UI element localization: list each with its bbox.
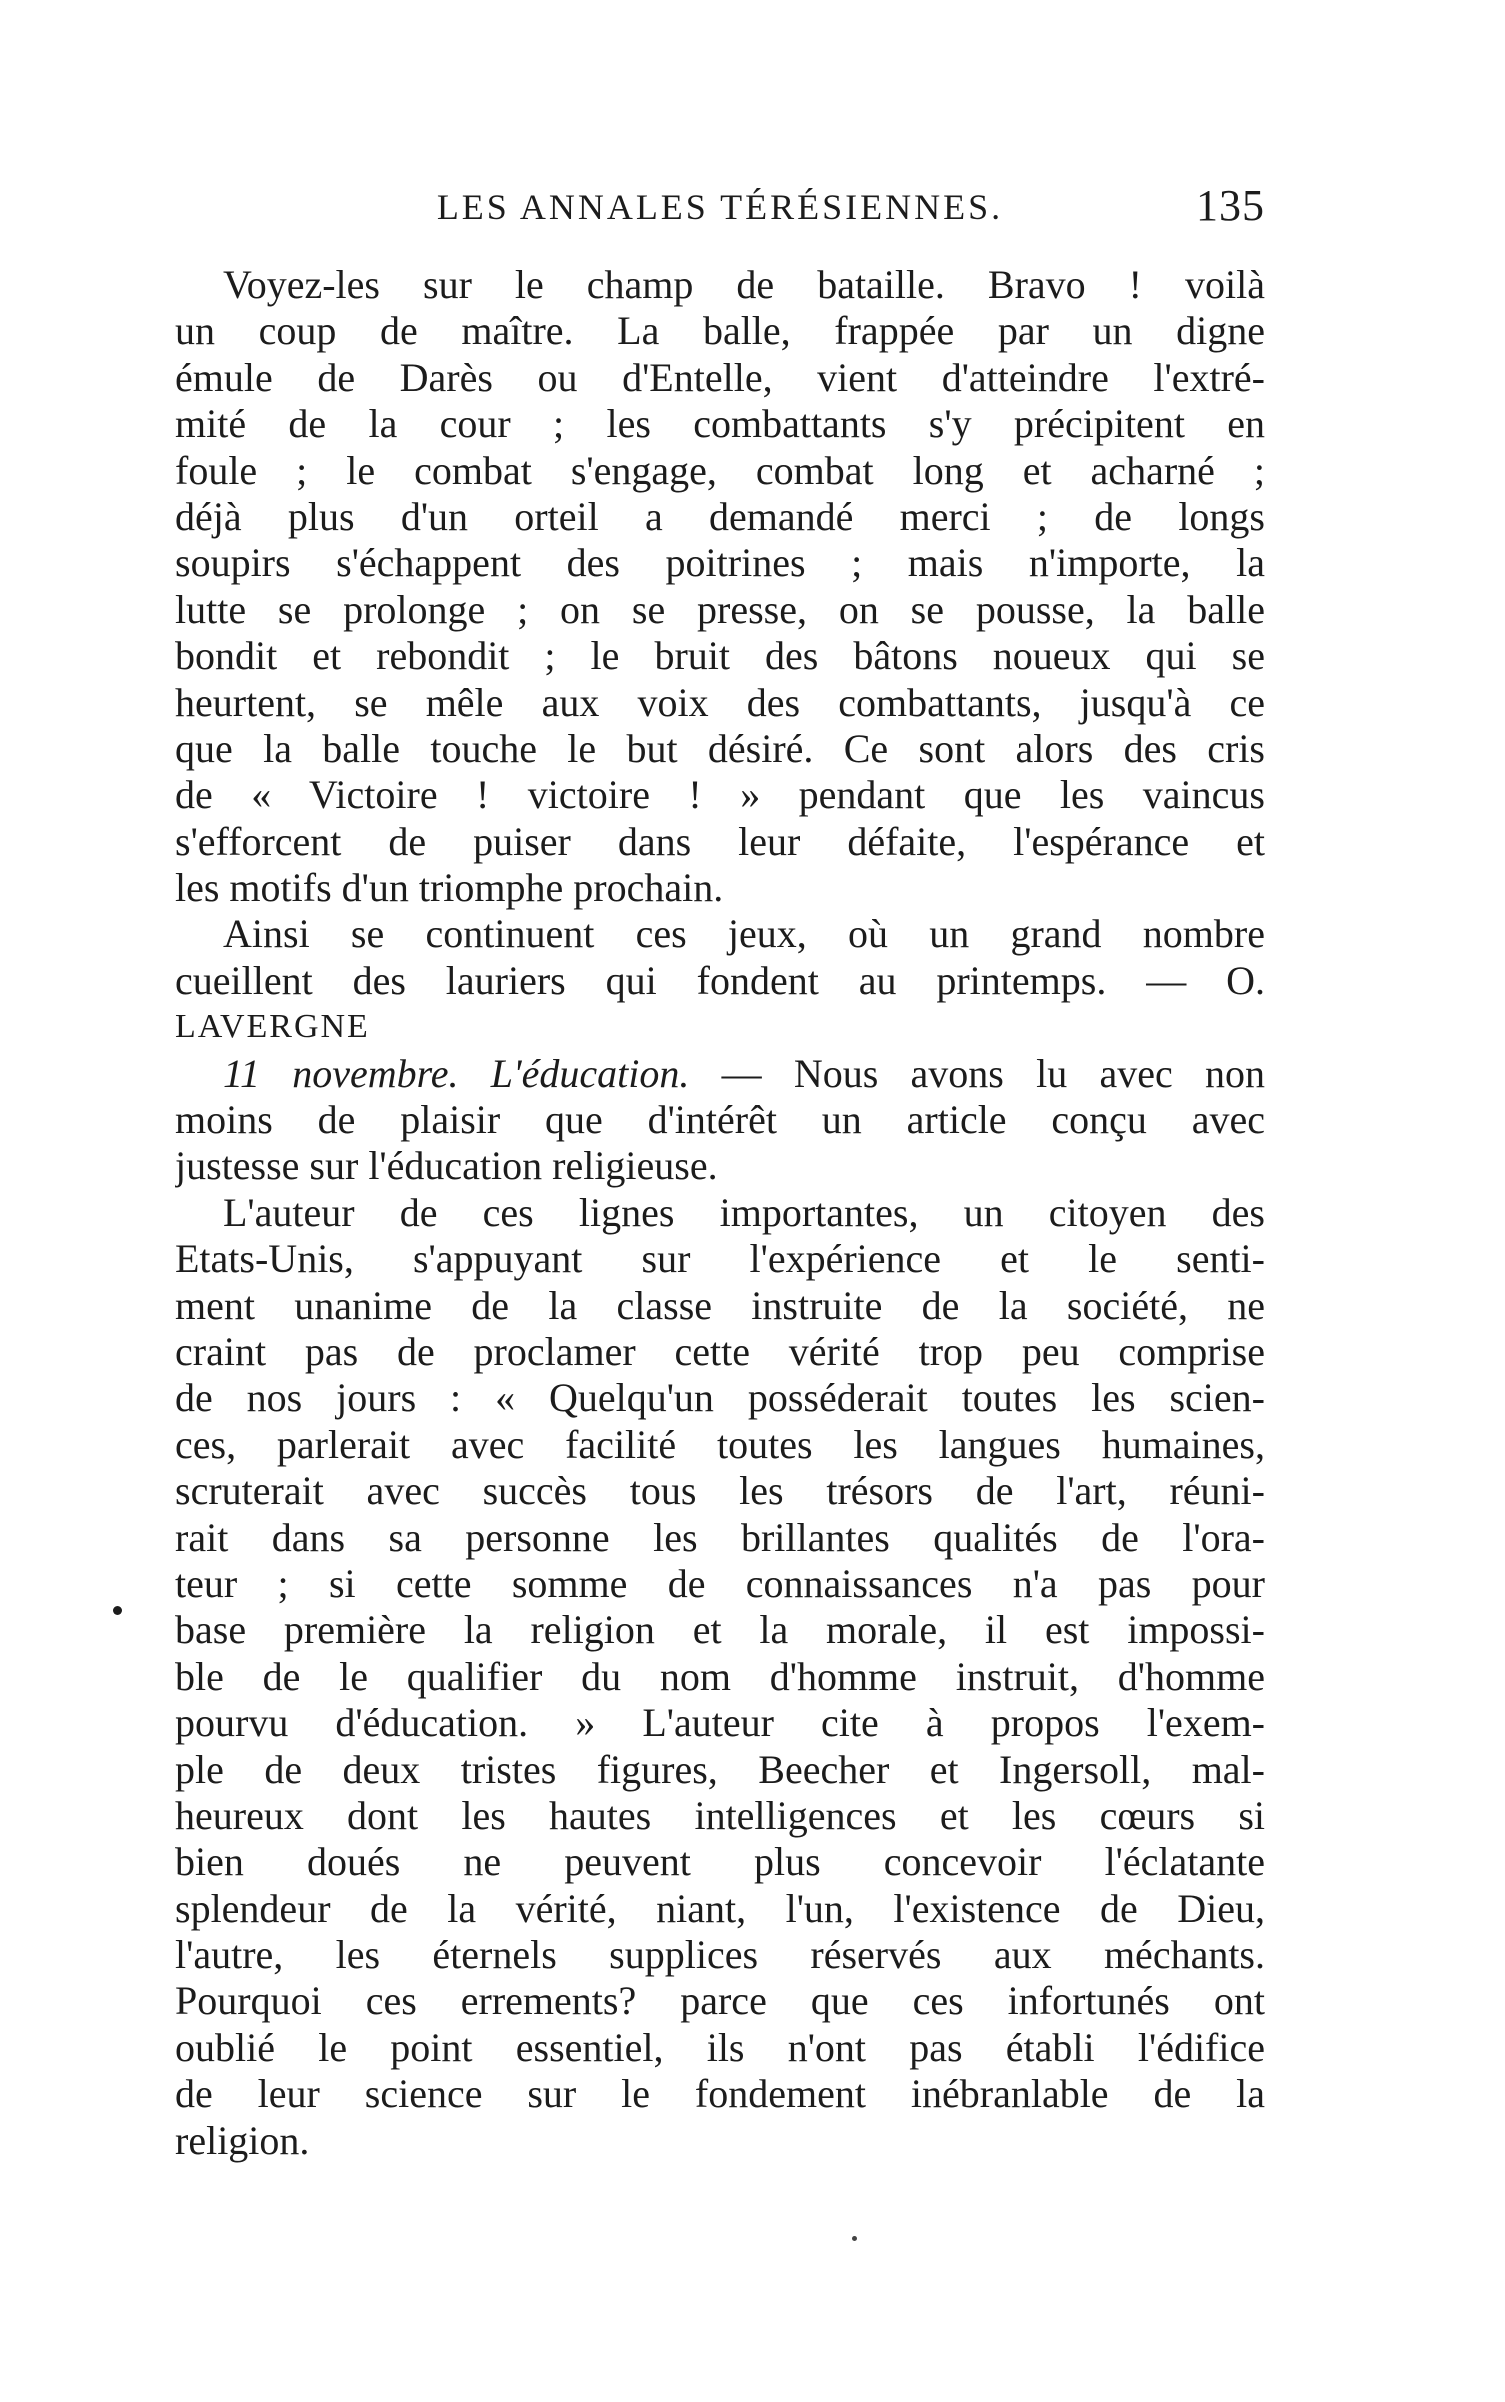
text-line: moins de plaisir que d'intérêt un article conçu avec — [175, 1097, 1265, 1143]
text-line: scruterait avec succès tous les trésors de l'art, réuni- — [175, 1468, 1265, 1514]
text-line: ple de deux tristes figures, Beecher et Ingersoll, mal- — [175, 1746, 1265, 1792]
text-line: heureux dont les hautes intelligences et les cœurs si — [175, 1792, 1265, 1838]
text-line: de nos jours : « Quelqu'un posséderait toutes les scien- — [175, 1375, 1265, 1421]
text-line: Voyez-les sur le champ de bataille. Bravo ! voilà — [223, 262, 1265, 307]
text-line: heurtent, se mêle aux voix des combattants, jusqu'à ce — [175, 679, 1265, 725]
text-line: déjà plus d'un orteil a demandé merci ; de longs — [175, 493, 1265, 539]
text-line: religion. — [175, 2117, 310, 2163]
text-line: un coup de maître. La balle, frappée par un digne — [175, 308, 1265, 354]
text-line: émule de Darès ou d'Entelle, vient d'atteindre l'extré- — [175, 354, 1265, 400]
text-line: l'autre, les éternels supplices réservés aux méchants. — [175, 1932, 1265, 1978]
text-line: ces, parlerait avec facilité toutes les langues humaines, — [175, 1421, 1265, 1467]
text-line: oublié le point essentiel, ils n'ont pas établi l'édifice — [175, 2024, 1265, 2070]
text-line: mité de la cour ; les combattants s'y précipitent en — [175, 401, 1265, 447]
text-line: base première la religion et la morale, il est impossi- — [175, 1607, 1265, 1653]
text-line: rait dans sa personne les brillantes qualités de l'ora- — [175, 1514, 1265, 1560]
text-line: Etats-Unis, s'appuyant sur l'expérience et le senti- — [175, 1236, 1265, 1282]
text-line: lutte se prolonge ; on se presse, on se pousse, la balle — [175, 586, 1265, 632]
text-line: justesse sur l'éducation religieuse. — [175, 1143, 718, 1189]
text-line: Pourquoi ces errements? parce que ces infortunés ont — [175, 1978, 1265, 2024]
text-line: de « Victoire ! victoire ! » pendant que les vaincus — [175, 772, 1265, 818]
text-line: bondit et rebondit ; le bruit des bâtons noueux qui se — [175, 633, 1265, 679]
author-signature: LAVERGNE — [175, 1008, 370, 1046]
text-line — [175, 1051, 1265, 1097]
text-line: bien doués ne peuvent plus concevoir l'éclatante — [175, 1839, 1265, 1885]
text-line: pourvu d'éducation. » L'auteur cite à propos l'exem- — [175, 1700, 1265, 1746]
text-line: Ainsi se continuent ces jeux, où un grand nombre — [223, 911, 1265, 957]
text-line: craint pas de proclamer cette vérité trop peu comprise — [175, 1328, 1265, 1374]
bottom-ink-speck — [852, 2236, 857, 2241]
text-line: L'auteur de ces lignes importantes, un citoyen des — [223, 1189, 1265, 1235]
entry-date: 11 novembre. — [223, 1050, 459, 1096]
text-line: les motifs d'un triomphe prochain. — [175, 865, 724, 911]
text-line: cueillent des lauriers qui fondent au printemps. — O. — [175, 957, 1265, 1003]
margin-ink-dot — [113, 1606, 122, 1615]
body-text — [175, 262, 1265, 2164]
text-line: soupirs s'échappent des poitrines ; mais n'importe, la — [175, 540, 1265, 586]
running-head — [175, 180, 1265, 240]
page-number: 135 — [1196, 181, 1265, 230]
text-line: ble de le qualifier du nom d'homme instruit, d'homme — [175, 1653, 1265, 1699]
running-title: LES ANNALES TÉRÉSIENNES. — [436, 187, 1004, 227]
text-line: teur ; si cette somme de connaissances n'a pas pour — [175, 1560, 1265, 1606]
text-line: s'efforcent de puiser dans leur défaite, l'espérance et — [175, 818, 1265, 864]
entry-text: — Nous avons lu avec non — [689, 1050, 1265, 1096]
text-line: que la balle touche le but désiré. Ce sont alors des cris — [175, 725, 1265, 771]
text-line: splendeur de la vérité, niant, l'un, l'existence de Dieu, — [175, 1885, 1265, 1931]
text-line: ment unanime de la classe instruite de la société, ne — [175, 1282, 1265, 1328]
text-line: foule ; le combat s'engage, combat long et acharné ; — [175, 447, 1265, 493]
text-line: de leur science sur le fondement inébranlable de la — [175, 2071, 1265, 2117]
entry-topic: L'éducation. — [490, 1050, 690, 1096]
